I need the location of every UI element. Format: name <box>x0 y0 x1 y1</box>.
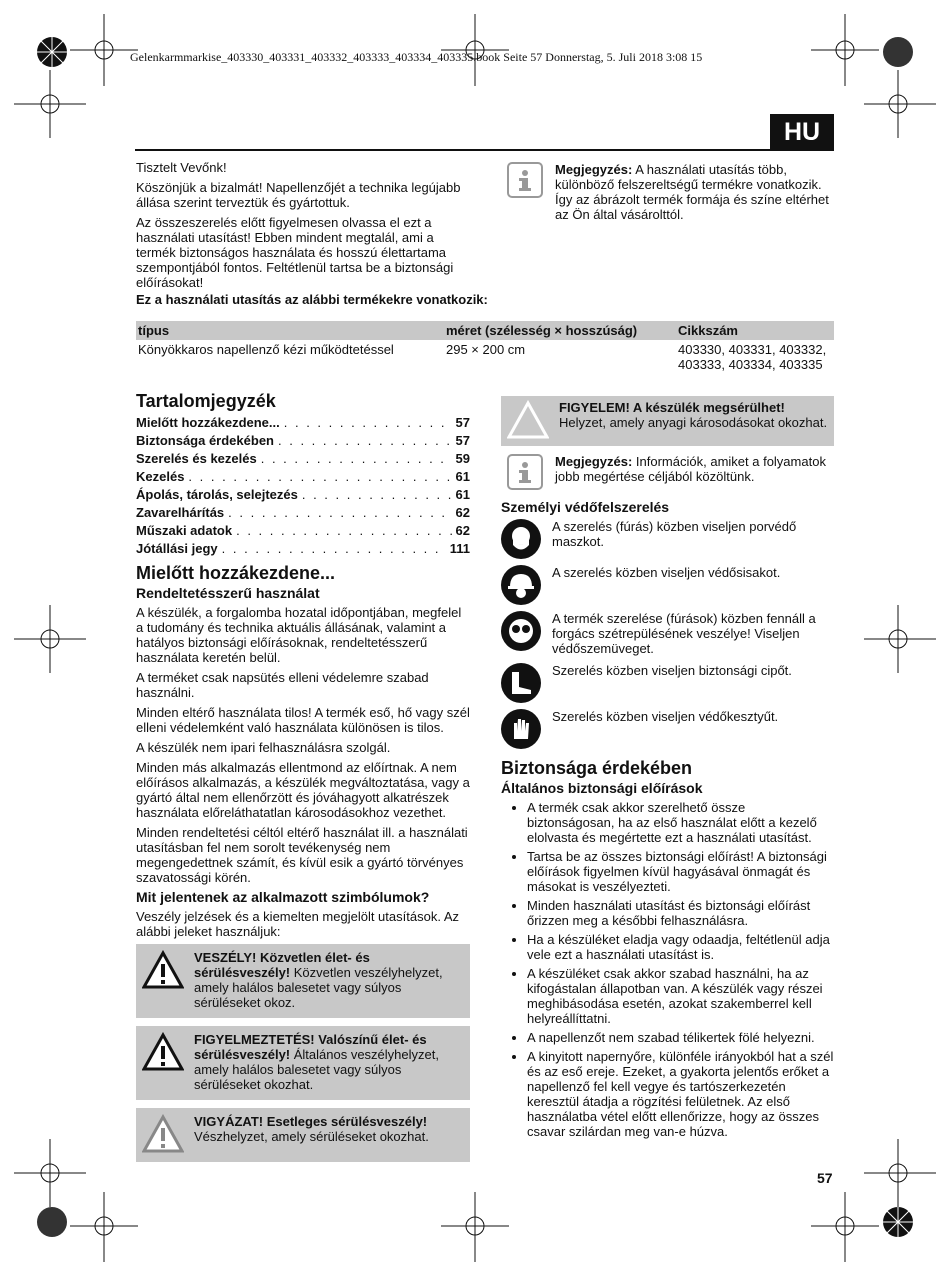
list-item: • A kinyitott napernyőre, különféle irányokból hat a szél és az eső ereje. Ezeket, a gyakorta jelentős erőket a napellenző fel kell vegye és tartószerkezetén keresztül átadja a rögzítési felületnek. Az első használatba vétel előtt ellenőrizze, hogy az összes csavar szilárdan meg van-e húzva. <box>527 1049 834 1139</box>
intro-section <box>136 160 470 295</box>
table-header <box>136 321 834 340</box>
column-header-article: Cikkszám <box>678 323 738 338</box>
ppe-item <box>501 709 834 755</box>
note-box-top <box>501 162 834 222</box>
warning-triangle-icon <box>142 1032 184 1072</box>
attention-text: Helyzet, amely anyagi károsodásokat okozhat. <box>559 415 828 430</box>
list-item: • Ha a készüléket eladja vagy odaadja, feltétlenül adja vele ezt a használati utasítást is. <box>527 932 834 962</box>
list-item: • Tartsa be az összes biztonsági előírást! A biztonsági előírások figyelmen kívül hagyásával önmagát és másokat is veszélyezteti. <box>527 849 834 894</box>
toc-item[interactable] <box>136 522 470 540</box>
paragraph: Minden más alkalmazás ellentmond az előírtnak. A nem előírásos alkalmazás, a készülék megváltoztatása, vagy a gyártó által nem ellenőrzött és jóváhagyott alkatrészek használata előreláthatatlan károsodásokhoz vezethet. <box>136 760 470 820</box>
warning-text: Általános veszélyhelyzet, amely halálos balesetet vagy súlyos sérüléseket okozhat. <box>194 1047 439 1092</box>
safety-boots-icon <box>501 663 541 703</box>
toc-item[interactable] <box>136 540 470 558</box>
toc-item[interactable] <box>136 486 470 504</box>
right-column <box>501 396 834 1143</box>
symbols-title: Mit jelentenek az alkalmazott szimbólumok? <box>136 889 430 905</box>
before-start-section <box>136 563 470 1170</box>
intro-paragraph-1: Köszönjük a bizalmát! Napellenzőjét a technika legújabb állása szerint terveztük és gyártottuk. <box>136 180 461 210</box>
symbols-text: Veszély jelzések és a kiemelten megjelölt utasítások. Az alábbi jeleket használjuk: <box>136 909 459 939</box>
caution-box <box>136 1108 470 1162</box>
note-label: Megjegyzés: <box>555 162 633 177</box>
info-icon <box>507 162 543 198</box>
gloves-icon <box>501 709 541 749</box>
ppe-text: Szerelés közben viseljen biztonsági cipőt. <box>552 663 792 678</box>
toc-item-label: Biztonsága érdekében <box>136 433 274 448</box>
toc-item-label: Zavarelhárítás <box>136 505 225 520</box>
list-item: • A készüléket csak akkor szabad használni, ha az kifogástalan állapotban van. A készülék vagy részei meghibásodása esetén, azokat szakemberrel kell helyreállíttatni. <box>527 966 834 1026</box>
paragraph: Minden eltérő használata tilos! A termék eső, hő vagy szél elleni védelemként való használata különösen is tilos. <box>136 705 470 735</box>
cell-type: Könyökkaros napellenző kézi működtetéssel <box>138 342 394 357</box>
general-safety-title: Általános biztonsági előírások <box>501 780 703 796</box>
ppe-text: A szerelés (fúrás) közben viseljen porvédő maszkot. <box>552 519 797 549</box>
toc-item-page: 61 <box>455 469 470 484</box>
ppe-item <box>501 663 834 709</box>
list-item: • A termék csak akkor szerelhető össze biztonságosan, ha az első használat előtt a kezelő elolvasta és megértette ezt a használati utasítást. <box>527 800 834 845</box>
toc-item-label: Jótállási jegy <box>136 541 218 556</box>
toc-item-page: 57 <box>455 415 470 430</box>
warning-box <box>136 1026 470 1100</box>
warning-label: FIGYELMEZTETÉS! Valószínű élet- és sérülésveszély! <box>194 1032 427 1062</box>
paragraph: A készülék nem ipari felhasználásra szolgál. <box>136 740 391 755</box>
toc-item-page: 62 <box>455 523 470 538</box>
info-icon <box>507 454 543 490</box>
dust-mask-icon <box>501 519 541 559</box>
ppe-title: Személyi védőfelszerelés <box>501 499 670 515</box>
toc-item-page: 61 <box>455 487 470 502</box>
paragraph: A készülék, a forgalomba hozatal időpontjában, megfelel a tudomány és technika aktuális állásának, valamint a hatályos biztonsági előírásoknak, rendeltetésszerű használata keretén belül. <box>136 605 462 665</box>
toc-item-page: 57 <box>455 433 470 448</box>
column-header-size: méret (szélesség × hosszúság) <box>446 323 638 338</box>
column-header-type: típus <box>138 323 170 338</box>
ppe-item <box>501 565 834 611</box>
warning-triangle-icon <box>142 950 184 990</box>
safety-list <box>501 800 834 1139</box>
toc-item[interactable] <box>136 504 470 522</box>
ppe-text: Szerelés közben viseljen védőkesztyűt. <box>552 709 779 724</box>
page-number: 57 <box>817 1170 833 1186</box>
toc-item-label: Kezelés <box>136 469 185 484</box>
goggles-icon <box>501 611 541 651</box>
danger-box <box>136 944 470 1018</box>
header-rule <box>135 149 834 151</box>
helmet-icon <box>501 565 541 605</box>
intended-use-title: Rendeltetésszerű használat <box>136 585 320 601</box>
table-of-contents <box>136 391 470 558</box>
ppe-item <box>501 519 834 565</box>
toc-item-page: 59 <box>455 451 470 466</box>
safety-title: Biztonsága érdekében <box>501 758 693 778</box>
warning-text: Közvetlen veszélyhelyzet, amely halálos balesetet vagy súlyos sérüléseket okoz. <box>194 965 443 1010</box>
note-text: A használati utasítás több, különböző felszereltségű termékre vonatkozik. Így az ábrázolt termék formája és színe eltérhet az Ön által vásárolttól. <box>555 162 829 222</box>
toc-item-label: Műszaki adatok <box>136 523 233 538</box>
toc-item[interactable] <box>136 432 470 450</box>
list-item: • A napellenzőt nem szabad télikertek fölé helyezni. <box>527 1030 834 1045</box>
attention-triangle-icon <box>507 400 549 440</box>
paragraph: A terméket csak napsütés elleni védelemre szabad használni. <box>136 670 429 700</box>
note-text: Információk, amiket a folyamatok jobb megértése céljából közöltünk. <box>555 454 826 484</box>
attention-label: FIGYELEM! A készülék megsérülhet! <box>559 400 785 415</box>
toc-item-page: 111 <box>449 541 470 556</box>
ppe-text: A szerelés közben viseljen védősisakot. <box>552 565 781 580</box>
products-intro: Ez a használati utasítás az alábbi termékekre vonatkozik: <box>136 292 488 307</box>
language-tag: HU <box>770 114 834 150</box>
products-table <box>136 321 834 372</box>
toc-item-label: Ápolás, tárolás, selejtezés <box>136 487 298 502</box>
warning-label: VESZÉLY! Közvetlen élet- és sérülésveszély! <box>194 950 370 980</box>
toc-item-label: Szerelés és kezelés <box>136 451 257 466</box>
note-label: Megjegyzés: <box>555 454 633 469</box>
paragraph: Minden rendeltetési céltól eltérő használat ill. a használati utasításban fel nem sorolt tevékenység nem megengedettnek számít, és kívül esik a gyártó törvényes szavatossági körén. <box>136 825 468 885</box>
warning-label: VIGYÁZAT! Esetleges sérülésveszély! <box>194 1114 428 1129</box>
ppe-text: A termék szerelése (fúrások) közben fennáll a forgács szétrepülésének veszélye! Viseljen védőszemüveget. <box>552 611 816 656</box>
table-row <box>136 340 834 372</box>
toc-item[interactable] <box>136 468 470 486</box>
note-box-info <box>501 454 834 490</box>
cell-size: 295 × 200 cm <box>446 342 526 357</box>
toc-title: Tartalomjegyzék <box>136 391 276 411</box>
attention-box <box>501 396 834 446</box>
cell-article: 403330, 403331, 403332, 403333, 403334, 403335 <box>678 342 827 372</box>
ppe-item <box>501 611 834 663</box>
caution-triangle-icon <box>142 1114 184 1154</box>
print-header: Gelenkarmmarkise_403330_403331_403332_403333_403334_403335.book Seite 57 Donnerstag, 5. Juli 2018 3:08 15 <box>130 50 703 64</box>
toc-item-label: Mielőtt hozzákezdene... <box>136 415 280 430</box>
toc-item-page: 62 <box>455 505 470 520</box>
section-title: Mielőtt hozzákezdene... <box>136 563 336 583</box>
list-item: • Minden használati utasítást és biztonsági előírást őrizzen meg a későbbi felhasználásra. <box>527 898 834 928</box>
greeting: Tisztelt Vevőnk! <box>136 160 227 175</box>
intro-paragraph-2: Az összeszerelés előtt figyelmesen olvassa el ezt a használati utasítást! Ebben mindent megtalál, ami a termék biztonságos használata és hosszú élettartama szempontjából fontos. Feltétlenül tartsa be a biztonsági előírásokat! <box>136 215 454 290</box>
toc-item[interactable] <box>136 450 470 468</box>
toc-item[interactable] <box>136 414 470 432</box>
warning-text: Vészhelyzet, amely sérüléseket okozhat. <box>194 1129 429 1144</box>
